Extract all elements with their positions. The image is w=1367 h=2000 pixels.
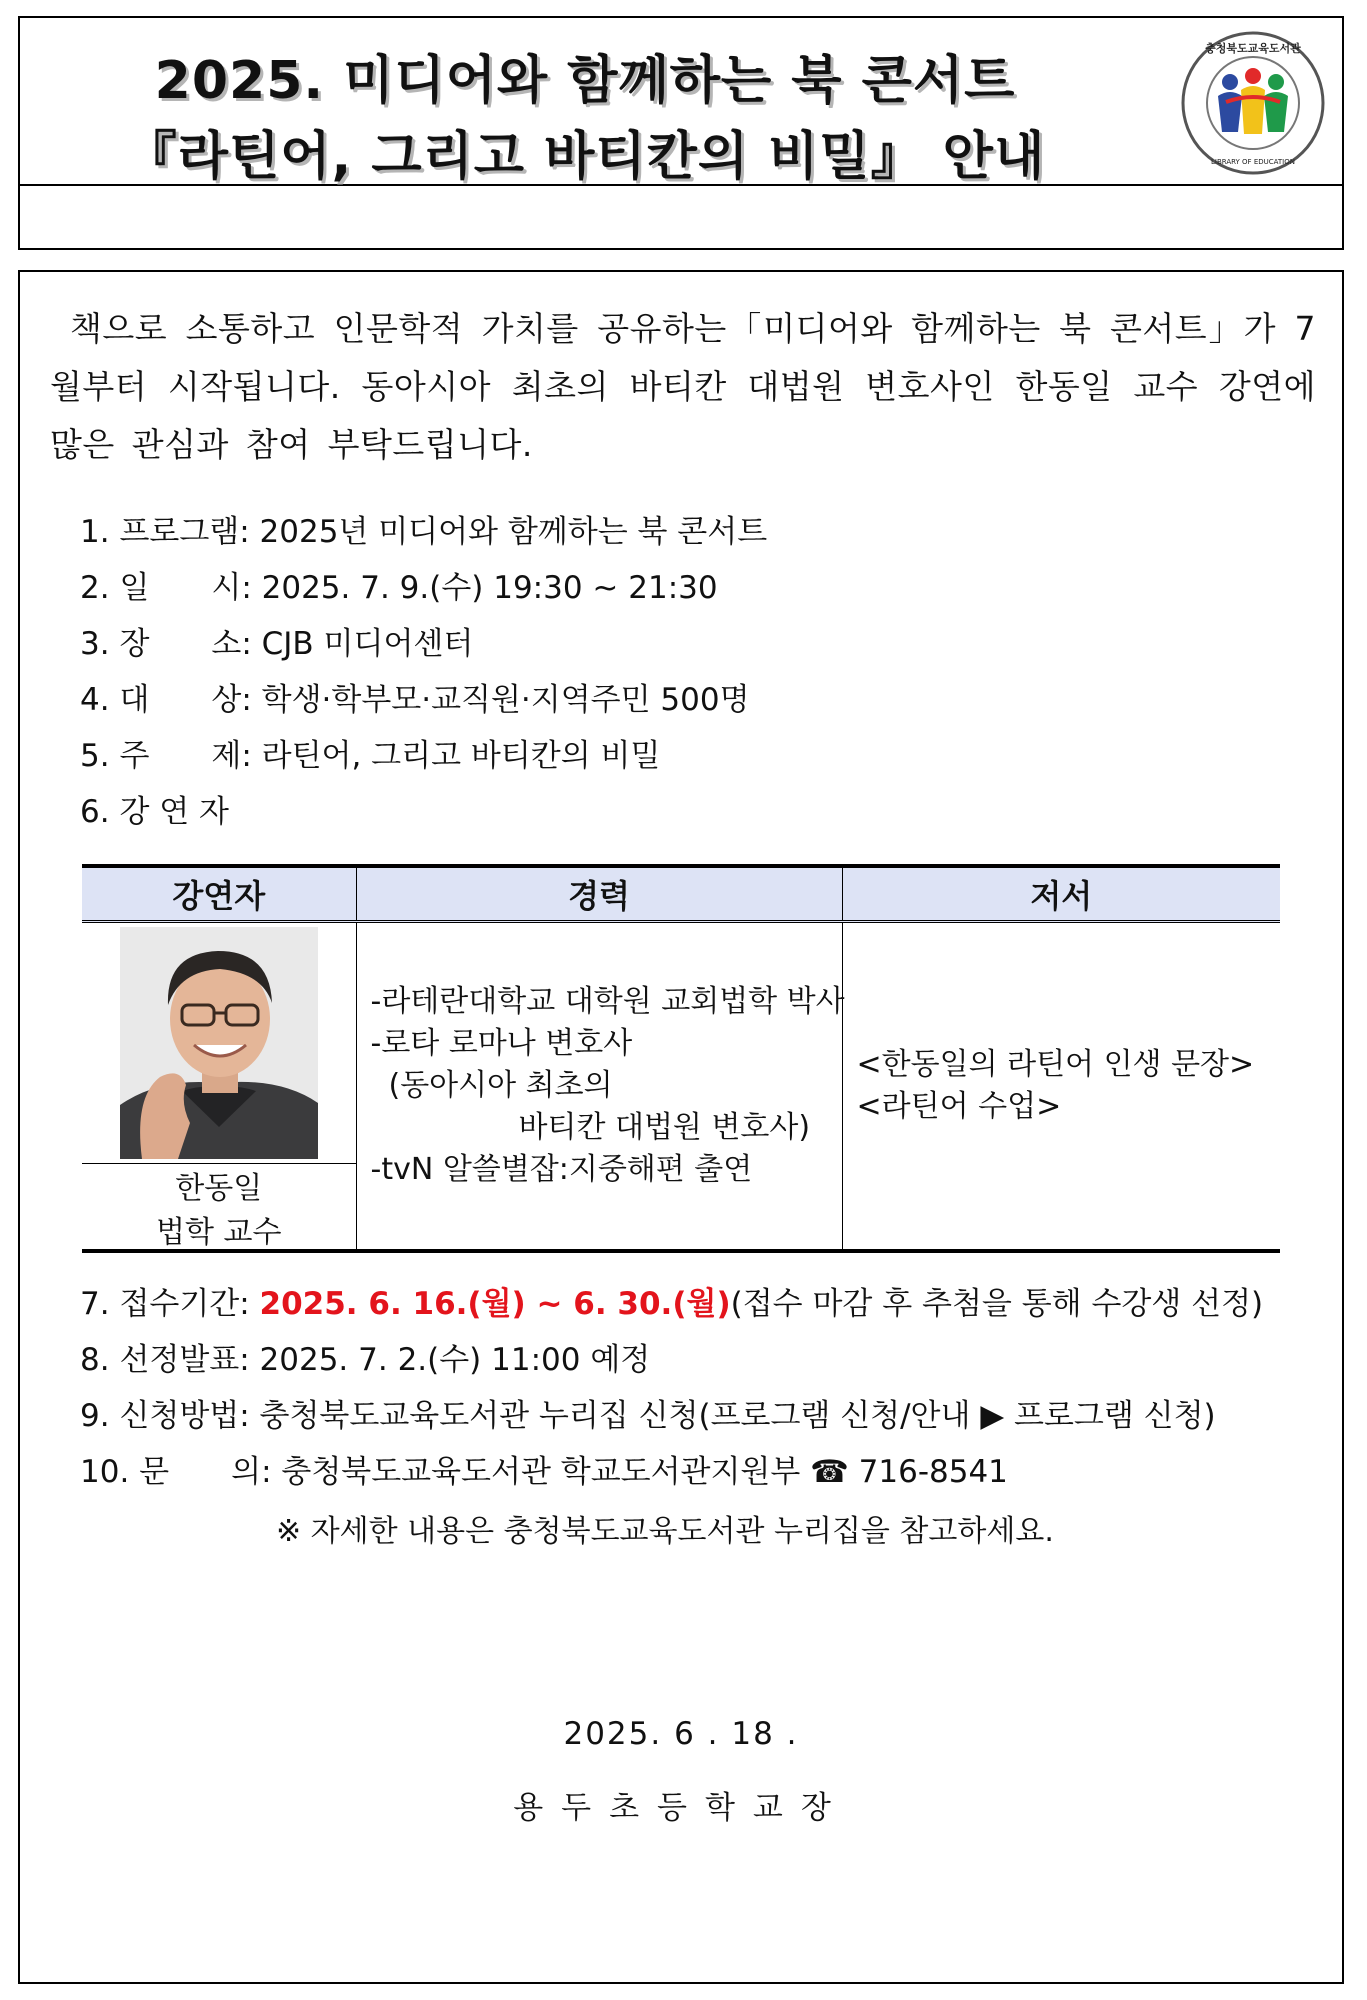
item-number: 6. bbox=[80, 794, 110, 830]
info-item-inquiry bbox=[80, 1452, 1008, 1492]
speaker-title: 법학 교수 bbox=[156, 1215, 282, 1250]
career-line: (동아시아 최초의 bbox=[388, 1068, 613, 1103]
table-row bbox=[82, 922, 1280, 1252]
item-value: 라틴어, 그리고 바티칸의 비밀 bbox=[261, 738, 661, 774]
document-date: 2025. 6 . 18 . bbox=[563, 1716, 799, 1752]
library-logo-icon bbox=[1180, 30, 1326, 176]
info-item-speaker bbox=[80, 792, 229, 832]
table-header-row bbox=[82, 866, 1280, 922]
item-number: 3. bbox=[80, 626, 110, 662]
info-item-target bbox=[80, 680, 750, 720]
career-list bbox=[357, 981, 845, 1191]
books-cell bbox=[842, 922, 1280, 1252]
lecturer-table bbox=[82, 864, 1280, 1253]
speaker-cell bbox=[82, 922, 356, 1252]
speaker-name: 한동일 bbox=[175, 1171, 263, 1206]
info-item-application-period bbox=[80, 1284, 1263, 1324]
item-value: 학생·학부모·교직원·지역주민 500명 bbox=[261, 682, 750, 718]
item-value: 충청북도교육도서관 누리집 신청(프로그램 신청/안내 bbox=[259, 1398, 971, 1434]
item-label: 신청방법: bbox=[119, 1398, 250, 1434]
info-item-topic bbox=[80, 736, 660, 776]
info-item-announcement bbox=[80, 1340, 650, 1380]
career-line: -라테란대학교 대학원 교회법학 박사 bbox=[370, 984, 845, 1019]
photo-divider bbox=[82, 1163, 356, 1164]
arrow-right-icon: ▶ bbox=[980, 1398, 1005, 1434]
item-label: 대 상: bbox=[119, 682, 252, 718]
item-label: 장 소: bbox=[119, 626, 252, 662]
intro-text: 책으로 소통하고 인문학적 가치를 공유하는「미디어와 함께하는 북 콘서트」가 7월부터 시작됩니다. 동아시아 최초의 바티칸 대법원 변호사인 한동일 교수 강연에 많은 관심과 참여 부탁드립니다. bbox=[50, 309, 1316, 464]
application-period-dates: 2025. 6. 16.(월) ~ 6. 30.(월) bbox=[259, 1286, 731, 1322]
svg-text:LIBRARY OF EDUCATION: LIBRARY OF EDUCATION bbox=[1211, 158, 1295, 166]
book-title: <한동일의 라틴어 인생 문장> bbox=[856, 1047, 1255, 1082]
item-value: 2025. 7. 2.(수) 11:00 예정 bbox=[259, 1342, 651, 1378]
phone-icon: ☎ bbox=[810, 1454, 849, 1490]
career-line: -tvN 알쓸별잡:지중해편 출연 bbox=[370, 1152, 753, 1187]
item-number: 4. bbox=[80, 682, 110, 718]
item-number: 9. bbox=[80, 1398, 110, 1434]
title-line-1: 2025. 미디어와 함께하는 북 콘서트 bbox=[154, 51, 1016, 111]
career-cell bbox=[356, 922, 845, 1252]
item-number: 10. bbox=[80, 1454, 130, 1490]
item-value: 2025. 7. 9.(수) 19:30 ~ 21:30 bbox=[261, 570, 718, 606]
speaker-name-block bbox=[82, 1167, 356, 1255]
header-career: 경력 bbox=[356, 866, 842, 922]
svg-text:충청북도교육도서관: 충청북도교육도서관 bbox=[1205, 42, 1301, 55]
item-label: 선정발표: bbox=[119, 1342, 250, 1378]
item-number: 5. bbox=[80, 738, 110, 774]
item-number: 2. bbox=[80, 570, 110, 606]
item-label: 일 시: bbox=[119, 570, 252, 606]
item-number: 1. bbox=[80, 514, 110, 550]
reference-note: ※ 자세한 내용은 충청북도교육도서관 누리집을 참고하세요. bbox=[276, 1514, 1054, 1549]
info-item-how-to-apply bbox=[80, 1396, 1216, 1436]
issuer: 용두초등학교장 bbox=[513, 1790, 849, 1826]
item-value: 충청북도교육도서관 학교도서관지원부 bbox=[281, 1454, 801, 1490]
body-box bbox=[18, 270, 1344, 1984]
item-number: 8. bbox=[80, 1342, 110, 1378]
career-line: 바티칸 대법원 변호사) bbox=[518, 1110, 811, 1145]
item-value: 2025년 미디어와 함께하는 북 콘서트 bbox=[259, 514, 768, 550]
phone-number: 716-8541 bbox=[858, 1454, 1008, 1490]
item-label: 주 제: bbox=[119, 738, 252, 774]
info-item-datetime bbox=[80, 568, 718, 608]
item-number: 7. bbox=[80, 1286, 110, 1322]
item-value: (접수 마감 후 추첨을 통해 수강생 선정) bbox=[730, 1286, 1264, 1322]
item-label: 프로그램: bbox=[119, 514, 250, 550]
item-value: CJB 미디어센터 bbox=[261, 626, 474, 662]
item-label: 접수기간: bbox=[119, 1286, 250, 1322]
books-list bbox=[843, 1044, 1281, 1128]
header-books: 저서 bbox=[842, 866, 1280, 922]
item-label: 강 연 자 bbox=[119, 794, 229, 830]
header-speaker: 강연자 bbox=[82, 866, 356, 922]
speaker-photo bbox=[120, 927, 318, 1159]
book-title: <라틴어 수업> bbox=[856, 1089, 1062, 1124]
item-label: 문 의: bbox=[139, 1454, 272, 1490]
intro-paragraph bbox=[50, 300, 1316, 474]
info-item-place bbox=[80, 624, 473, 664]
career-line: -로타 로마나 변호사 bbox=[370, 1026, 633, 1061]
title-area bbox=[20, 18, 1342, 186]
title-box bbox=[18, 16, 1344, 250]
item-value: 프로그램 신청) bbox=[1014, 1398, 1216, 1434]
title-line-2: 『라틴어, 그리고 바티칸의 비밀』 안내 bbox=[124, 127, 1046, 187]
info-item-program bbox=[80, 512, 767, 552]
